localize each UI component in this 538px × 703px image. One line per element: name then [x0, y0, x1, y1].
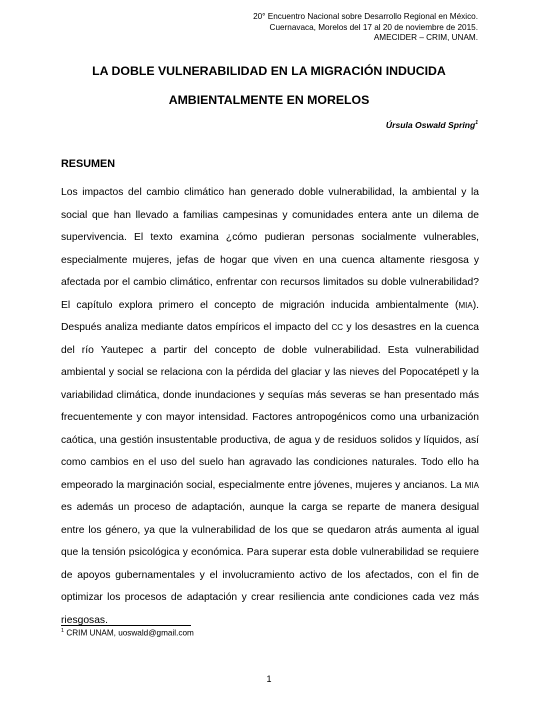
abstract-text-4: es además un proceso de adaptación, aunque la carga se reparte de manera desigual entre los género, ya que la vulnerabilidad de los que se quedaron atrás aumenta al igual que la tensión psicológica y económica. Para superar esta doble vulnerabilidad se requiere de apoyos gubernamentales y el involucramiento activo de los afectados, con el fin de optimizar los procesos de adaptación y crear resiliencia ante condiciones cada vez más riesgosas. — [61, 502, 479, 626]
abstract-paragraph — [61, 182, 479, 632]
author-footnote-mark: 1 — [475, 120, 478, 127]
abbr-mia-2: MIA — [464, 480, 479, 490]
paper-title-line-2: AMBIENTALMENTE EN MORELOS — [168, 93, 370, 107]
page-number: 1 — [266, 674, 272, 684]
abstract-text-1: Los impactos del cambio climático han generado doble vulnerabilidad, la ambiental y la social que han llevado a familias campesinas y comunidades entera ante un dilema de supervivencia. El texto examina ¿cómo pudieran personas socialmente vulnerables, especialmente mujeres, jefas de hogar que viven en una cuenca altamente riesgosa y afectada por el cambio climático, enfrentar con recursos limitados su doble vulnerabilidad? El capítulo explora primero el concepto de migración inducida ambientalmente ( — [61, 187, 479, 311]
abbr-mia-1: MIA — [458, 300, 473, 310]
header-line-1: 20° Encuentro Nacional sobre Desarrollo Regional en México. — [253, 12, 478, 21]
conference-header — [253, 12, 478, 44]
footnote-mark: 1 — [61, 628, 65, 634]
abstract-text-3: y los desastres en la cuenca del río Yautepec a partir del concepto de doble vulnerabilidad. Esta vulnerabilidad ambiental y social se relaciona con la pérdida del glaciar y las nieves del Popocatépetl y la variabilidad climática, donde inundaciones y sequías más severas se han presentado más frecuentemente y con mayor intensidad. Factores antropogénicos como una urbanización caótica, una gestión insustentable productiva, de agua y de residuos solidos y líquidos, así como cambios en el uso del suelo han agravado las condiciones naturales. Todo ello ha empeorado la marginación social, especialmente entre jóvenes, mujeres y ancianos. La — [61, 322, 479, 491]
abstract-heading: RESUMEN — [61, 158, 115, 170]
footnote — [61, 628, 194, 638]
paper-title-line-1: LA DOBLE VULNERABILIDAD EN LA MIGRACIÓN INDUCIDA — [92, 64, 446, 78]
header-line-2: Cuernavaca, Morelos del 17 al 20 de noviembre de 2015. — [269, 22, 478, 32]
footnote-divider — [61, 625, 191, 626]
header-line-3: AMECIDER – CRIM, UNAM. — [373, 33, 478, 43]
author-byline — [386, 120, 478, 130]
abstract-text-2: ). Después analiza mediante datos empíricos el impacto del — [61, 299, 479, 333]
author-name: Úrsula Oswald Spring — [385, 120, 476, 130]
abbr-cc: CC — [331, 323, 343, 332]
footnote-text: CRIM UNAM, uoswald@gmail.com — [64, 628, 194, 638]
